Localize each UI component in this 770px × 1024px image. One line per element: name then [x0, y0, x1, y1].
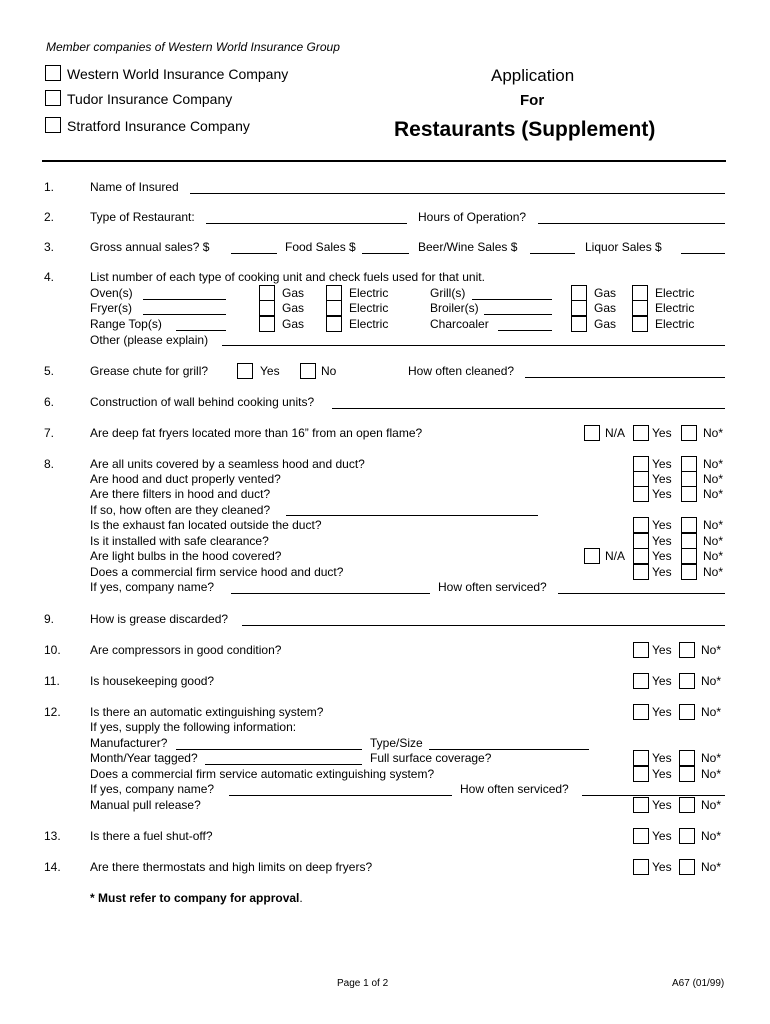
q10-no-checkbox[interactable]	[679, 642, 695, 658]
q12-yes-checkbox[interactable]	[633, 704, 649, 720]
range-gas-label: Gas	[282, 317, 305, 331]
hood-serviced-label: How often serviced?	[438, 580, 547, 594]
q8-5-yes-checkbox[interactable]	[633, 517, 649, 533]
month-year-label: Month/Year tagged?	[90, 751, 198, 765]
grease-discarded-field[interactable]	[242, 625, 725, 626]
grill-label: Grill(s)	[430, 286, 466, 300]
q13-yes-checkbox[interactable]	[633, 828, 649, 844]
q7-no-checkbox[interactable]	[681, 425, 697, 441]
q8-7-na-checkbox[interactable]	[584, 548, 600, 564]
q8-6-yes-checkbox[interactable]	[633, 533, 649, 549]
broiler-gas-checkbox[interactable]	[571, 300, 587, 316]
q7-no-label: No*	[703, 426, 724, 440]
approval-note	[90, 891, 303, 905]
hood-company-name-field[interactable]	[231, 593, 430, 594]
q7-yes-label: Yes	[652, 426, 672, 440]
fryer-gas-checkbox[interactable]	[259, 300, 275, 316]
oven-gas-checkbox[interactable]	[259, 285, 275, 301]
commercial-service-no-checkbox[interactable]	[679, 766, 695, 782]
how-often-cleaned-field[interactable]	[525, 377, 725, 378]
grill-count-field[interactable]	[472, 299, 552, 300]
beer-sales-field[interactable]	[530, 253, 575, 254]
q6-label: Construction of wall behind cooking units?	[90, 395, 315, 409]
range-gas-checkbox[interactable]	[259, 316, 275, 332]
q8-item-6: Is it installed with safe clearance?	[90, 534, 269, 548]
q14-number: 14.	[44, 860, 61, 874]
q8-8-no-checkbox[interactable]	[681, 564, 697, 580]
grill-electric-label: Electric	[655, 286, 695, 300]
q11-yes-checkbox[interactable]	[633, 673, 649, 689]
other-explain-field[interactable]	[222, 345, 725, 346]
grease-chute-no-checkbox[interactable]	[300, 363, 316, 379]
q8-8-yes-label: Yes	[652, 565, 672, 579]
fryer-gas-label: Gas	[282, 301, 305, 315]
q13-yes-label: Yes	[652, 829, 672, 843]
q12-supply-label: If yes, supply the following information:	[90, 720, 297, 734]
q8-7-yes-checkbox[interactable]	[633, 548, 649, 564]
other-label: Other (please explain)	[90, 333, 209, 347]
coverage-label: Full surface coverage?	[370, 751, 492, 765]
q11-no-label: No*	[701, 674, 722, 688]
q11-number: 11.	[44, 674, 60, 688]
q8-item-2: Are hood and duct properly vented?	[90, 472, 281, 486]
q8-2-no-label: No*	[703, 472, 724, 486]
beer-sales-label: Beer/Wine Sales $	[418, 240, 518, 254]
q6-number: 6.	[44, 395, 55, 409]
manufacturer-field[interactable]	[176, 749, 362, 750]
charcoaler-count-field[interactable]	[498, 330, 552, 331]
name-of-insured-field[interactable]	[190, 193, 725, 194]
charcoaler-gas-checkbox[interactable]	[571, 316, 587, 332]
coverage-no-checkbox[interactable]	[679, 750, 695, 766]
header-divider	[42, 160, 726, 162]
month-year-field[interactable]	[205, 764, 362, 765]
q7-yes-checkbox[interactable]	[633, 425, 649, 441]
grill-gas-checkbox[interactable]	[571, 285, 587, 301]
western-world-label: Western World Insurance Company	[67, 66, 289, 82]
q8-1-no-label: No*	[703, 457, 724, 471]
hours-field[interactable]	[538, 223, 725, 224]
food-sales-label: Food Sales $	[285, 240, 356, 254]
q10-label: Are compressors in good condition?	[90, 643, 282, 657]
q14-yes-label: Yes	[652, 860, 672, 874]
fryer-label: Fryer(s)	[90, 301, 132, 315]
food-sales-field[interactable]	[362, 253, 409, 254]
q8-7-na-label: N/A	[605, 549, 626, 563]
q8-3-yes-label: Yes	[652, 487, 672, 501]
q8-1-yes-label: Yes	[652, 457, 672, 471]
extinguisher-serviced-label: How often serviced?	[460, 782, 569, 796]
q10-no-label: No*	[701, 643, 722, 657]
fryer-count-field[interactable]	[143, 314, 226, 315]
q1-label: Name of Insured	[90, 180, 179, 194]
q7-number: 7.	[44, 426, 55, 440]
extinguisher-serviced-field[interactable]	[582, 795, 725, 796]
q11-no-checkbox[interactable]	[679, 673, 695, 689]
q13-number: 13.	[44, 829, 61, 843]
q8-5-yes-label: Yes	[652, 518, 672, 532]
commercial-service-label: Does a commercial firm service automatic extinguishing system?	[90, 767, 435, 781]
stratford-label: Stratford Insurance Company	[67, 118, 250, 134]
q8-item-5: Is the exhaust fan located outside the duct?	[90, 518, 322, 532]
type-of-restaurant-field[interactable]	[206, 223, 407, 224]
q8-3-yes-checkbox[interactable]	[633, 486, 649, 502]
coverage-yes-label: Yes	[652, 751, 672, 765]
q8-item-7: Are light bulbs in the hood covered?	[90, 549, 282, 563]
oven-electric-checkbox[interactable]	[326, 285, 342, 301]
q8-7-no-checkbox[interactable]	[681, 548, 697, 564]
q8-7-yes-label: Yes	[652, 549, 672, 563]
range-label: Range Top(s)	[90, 317, 162, 331]
range-count-field[interactable]	[176, 330, 226, 331]
q8-2-yes-checkbox[interactable]	[633, 471, 649, 487]
gross-sales-label: Gross annual sales? $	[90, 240, 210, 254]
q8-item-9: If yes, company name?	[90, 580, 215, 594]
hood-serviced-field[interactable]	[558, 593, 725, 594]
range-electric-checkbox[interactable]	[326, 316, 342, 332]
q12-yes-label: Yes	[652, 705, 672, 719]
for-heading: For	[520, 92, 545, 109]
approval-note-text: * Must refer to company for approval	[90, 891, 300, 905]
q8-6-no-label: No*	[703, 534, 724, 548]
commercial-service-no-label: No*	[701, 767, 722, 781]
range-electric-label: Electric	[349, 317, 389, 331]
q13-no-checkbox[interactable]	[679, 828, 695, 844]
oven-electric-label: Electric	[349, 286, 389, 300]
liquor-sales-field[interactable]	[681, 253, 725, 254]
broiler-count-field[interactable]	[484, 314, 552, 315]
q8-item-8: Does a commercial firm service hood and duct?	[90, 565, 344, 579]
q12-label: Is there an automatic extinguishing system?	[90, 705, 324, 719]
broiler-gas-label: Gas	[594, 301, 617, 315]
charcoaler-label: Charcoaler	[430, 317, 489, 331]
q8-item-4: If so, how often are they cleaned?	[90, 503, 271, 517]
q8-item-1: Are all units covered by a seamless hood and duct?	[90, 457, 365, 471]
manual-pull-no-checkbox[interactable]	[679, 797, 695, 813]
q13-no-label: No*	[701, 829, 722, 843]
q13-label: Is there a fuel shut-off?	[90, 829, 213, 843]
gross-sales-field[interactable]	[231, 253, 277, 254]
extinguisher-company-field[interactable]	[229, 795, 452, 796]
coverage-yes-checkbox[interactable]	[633, 750, 649, 766]
q5-label: Grease chute for grill?	[90, 364, 209, 378]
q8-7-no-label: No*	[703, 549, 724, 563]
q10-yes-checkbox[interactable]	[633, 642, 649, 658]
approval-note-period: .	[299, 891, 303, 905]
commercial-service-yes-checkbox[interactable]	[633, 766, 649, 782]
q11-label: Is housekeeping good?	[90, 674, 215, 688]
fryer-electric-label: Electric	[349, 301, 389, 315]
manufacturer-label: Manufacturer?	[90, 736, 168, 750]
q7-na-label: N/A	[605, 426, 626, 440]
q8-6-no-checkbox[interactable]	[681, 533, 697, 549]
broiler-label: Broiler(s)	[430, 301, 479, 315]
how-often-cleaned-label: How often cleaned?	[408, 364, 515, 378]
fryer-electric-checkbox[interactable]	[326, 300, 342, 316]
commercial-service-yes-label: Yes	[652, 767, 672, 781]
q12-number: 12.	[44, 705, 61, 719]
grease-chute-no-label: No	[321, 364, 337, 378]
q14-no-checkbox[interactable]	[679, 859, 695, 875]
q9-number: 9.	[44, 612, 55, 626]
grill-gas-label: Gas	[594, 286, 617, 300]
q8-3-no-label: No*	[703, 487, 724, 501]
q12-no-checkbox[interactable]	[679, 704, 695, 720]
application-heading: Application	[491, 66, 575, 85]
page-title: Restaurants (Supplement)	[394, 118, 656, 141]
q10-number: 10.	[44, 643, 61, 657]
coverage-no-label: No*	[701, 751, 722, 765]
tudor-label: Tudor Insurance Company	[67, 91, 233, 107]
wall-construction-field[interactable]	[332, 408, 725, 409]
q8-5-no-checkbox[interactable]	[681, 517, 697, 533]
q14-label: Are there thermostats and high limits on deep fryers?	[90, 860, 373, 874]
q8-item-3: Are there filters in hood and duct?	[90, 487, 271, 501]
q7-na-checkbox[interactable]	[584, 425, 600, 441]
q8-number: 8.	[44, 457, 55, 471]
charcoaler-electric-checkbox[interactable]	[632, 316, 648, 332]
manual-pull-no-label: No*	[701, 798, 722, 812]
oven-label: Oven(s)	[90, 286, 133, 300]
q12-no-label: No*	[701, 705, 722, 719]
q2-label: Type of Restaurant:	[90, 210, 195, 224]
tudor-checkbox[interactable]	[45, 90, 61, 106]
q11-yes-label: Yes	[652, 674, 672, 688]
filters-cleaned-field[interactable]	[286, 515, 538, 516]
charcoaler-gas-label: Gas	[594, 317, 617, 331]
q8-1-yes-checkbox[interactable]	[633, 456, 649, 472]
type-size-field[interactable]	[429, 749, 589, 750]
extinguisher-company-label: If yes, company name?	[90, 782, 215, 796]
q4-label: List number of each type of cooking unit and check fuels used for that unit.	[90, 270, 485, 284]
member-companies-line: Member companies of Western World Insurance Group	[46, 40, 340, 54]
q3-number: 3.	[44, 240, 55, 254]
q8-3-no-checkbox[interactable]	[681, 486, 697, 502]
q2-number: 2.	[44, 210, 55, 224]
q8-6-yes-label: Yes	[652, 534, 672, 548]
q14-no-label: No*	[701, 860, 722, 874]
oven-gas-label: Gas	[282, 286, 305, 300]
western-world-checkbox[interactable]	[45, 65, 61, 81]
q1-number: 1.	[44, 180, 55, 194]
charcoaler-electric-label: Electric	[655, 317, 695, 331]
q9-label: How is grease discarded?	[90, 612, 229, 626]
liquor-sales-label: Liquor Sales $	[585, 240, 662, 254]
grill-electric-checkbox[interactable]	[632, 285, 648, 301]
type-size-label: Type/Size	[370, 736, 423, 750]
q8-1-no-checkbox[interactable]	[681, 456, 697, 472]
q8-8-yes-checkbox[interactable]	[633, 564, 649, 580]
broiler-electric-label: Electric	[655, 301, 695, 315]
q10-yes-label: Yes	[652, 643, 672, 657]
broiler-electric-checkbox[interactable]	[632, 300, 648, 316]
q7-label: Are deep fat fryers located more than 16” from an open flame?	[90, 426, 423, 440]
grease-chute-yes-label: Yes	[260, 364, 280, 378]
manual-pull-label: Manual pull release?	[90, 798, 201, 812]
oven-count-field[interactable]	[143, 299, 226, 300]
q5-number: 5.	[44, 364, 55, 378]
q8-2-yes-label: Yes	[652, 472, 672, 486]
q14-yes-checkbox[interactable]	[633, 859, 649, 875]
stratford-checkbox[interactable]	[45, 117, 61, 133]
manual-pull-yes-label: Yes	[652, 798, 672, 812]
page-number: Page 1 of 2	[337, 978, 389, 989]
q8-2-no-checkbox[interactable]	[681, 471, 697, 487]
manual-pull-yes-checkbox[interactable]	[633, 797, 649, 813]
form-code: A67 (01/99)	[672, 978, 725, 989]
q8-5-no-label: No*	[703, 518, 724, 532]
q8-8-no-label: No*	[703, 565, 724, 579]
grease-chute-yes-checkbox[interactable]	[237, 363, 253, 379]
hours-label: Hours of Operation?	[418, 210, 527, 224]
q4-number: 4.	[44, 270, 55, 284]
